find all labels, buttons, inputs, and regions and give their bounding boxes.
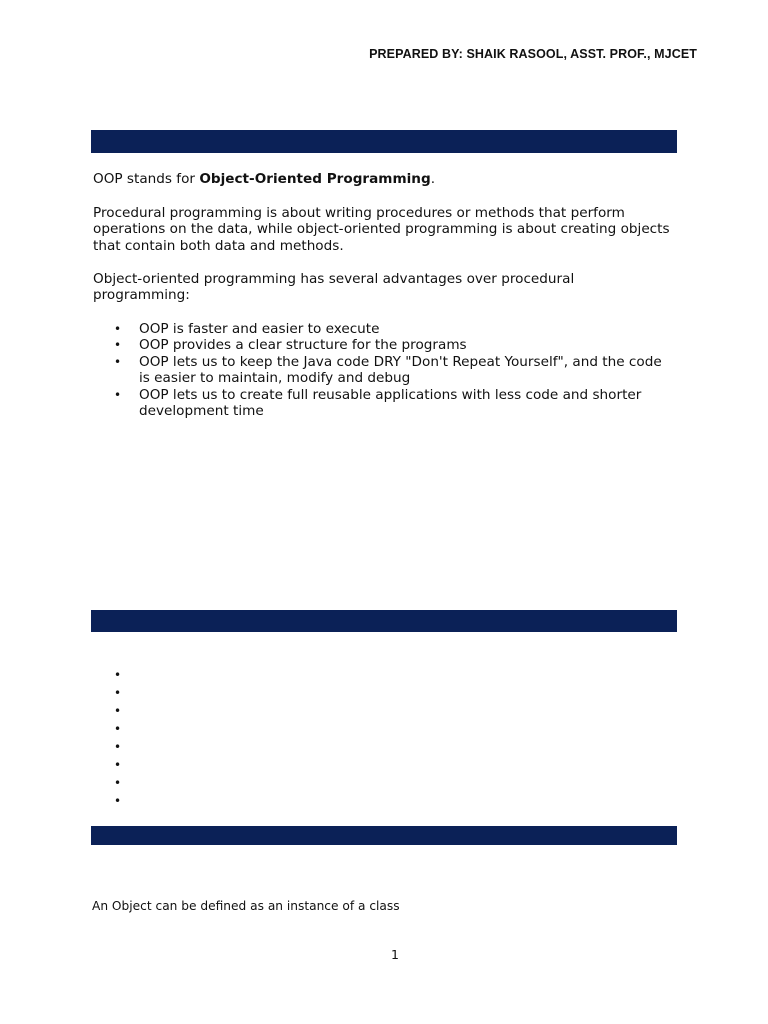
prepared-by-header: PREPARED BY: SHAIK RASOOL, ASST. PROF., MJCET [369, 47, 697, 61]
procedural-vs-oop-paragraph: Procedural programming is about writing procedures or methods that perform operations on the data, while object-oriented programming is about creating objects that contain both data and methods. [93, 205, 670, 254]
advantage-text: OOP lets us to create full reusable applications with less code and shorter development time [139, 386, 642, 420]
bullet-icon: • [114, 338, 122, 353]
advantage-text: OOP lets us to keep the Java code DRY "Don't Repeat Yourself", and the code is easier to maintain, modify and debug [139, 353, 662, 387]
empty-bullet-icon: • [114, 794, 122, 808]
section-header-band-2 [91, 610, 677, 632]
object-definition: An Object can be defined as an instance of a class [92, 899, 400, 913]
empty-bullet-icon: • [114, 668, 122, 682]
bullet-icon: • [114, 354, 122, 369]
bullet-icon: • [114, 387, 122, 402]
oop-definition [93, 171, 673, 187]
list-item [93, 387, 673, 420]
page-number: 1 [391, 947, 399, 962]
list-item [93, 321, 673, 337]
oop-definition-suffix: . [430, 171, 436, 187]
empty-bullet-icon: • [114, 758, 122, 772]
advantages-list [93, 321, 673, 419]
bullet-icon: • [114, 322, 122, 336]
list-item [93, 354, 673, 387]
empty-bullet-icon: • [114, 704, 122, 718]
empty-bullet-icon: • [114, 722, 122, 736]
oop-full-form: Object-Oriented Programming [199, 171, 431, 187]
empty-bullet-icon: • [114, 740, 122, 754]
empty-bullet-icon: • [114, 776, 122, 790]
section-header-band-3 [91, 826, 677, 845]
advantages-intro-paragraph: Object-oriented programming has several advantages over procedural programming: [93, 271, 575, 304]
empty-bullet-icon: • [114, 686, 122, 700]
section-header-band-1 [91, 130, 677, 153]
advantage-text: OOP provides a clear structure for the programs [139, 337, 467, 354]
advantage-text: OOP is faster and easier to execute [139, 321, 380, 337]
list-item [93, 337, 673, 353]
oop-definition-prefix: OOP stands for [93, 171, 200, 187]
empty-bullet-list [114, 666, 121, 810]
